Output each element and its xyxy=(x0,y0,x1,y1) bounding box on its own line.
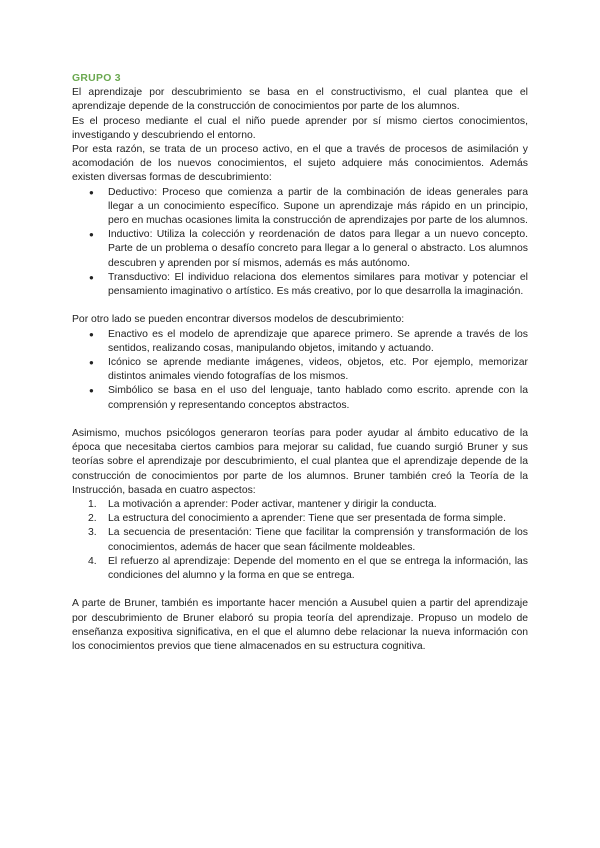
intro-paragraph-1: El aprendizaje por descubrimiento se basa en el constructivismo, el cual plantea que el aprendizaje depende de la construcción de conocimientos por parte de los alumnos. xyxy=(72,87,528,113)
list-item: ● Icónico se aprende mediante imágenes, videos, objetos, etc. Por ejemplo, memorizar distintos animales viendo fotografías de los mismos. xyxy=(89,357,528,383)
list-number: 1. xyxy=(88,499,97,511)
list-item: ● Enactivo es el modelo de aprendizaje que aparece primero. Se aprende a través de los sentidos, realizando cosas, manipulando objetos, imitando y actuando. xyxy=(89,328,528,354)
document-page xyxy=(72,72,528,654)
spacer xyxy=(72,583,528,597)
list-item: 4. El refuerzo al aprendizaje: Depende del momento en el que se entrega la información, las condiciones del alumno y la forma en que se entrega. xyxy=(88,555,528,582)
intro-paragraph-2: Es el proceso mediante el cual el niño puede aprender por sí mismo ciertos conocimientos, investigando y descubriendo el entorno. xyxy=(72,115,528,141)
spacer xyxy=(72,299,528,313)
list-item: 3. La secuencia de presentación: Tiene que facilitar la comprensión y transformación de los conocimientos, además de hacer que sean fácilmente moldeables. xyxy=(88,527,528,553)
bullet-icon: ● xyxy=(89,187,94,197)
discovery-forms-list xyxy=(72,186,528,300)
bullet-icon: ● xyxy=(89,386,94,396)
list-item: 1. La motivación a aprender: Poder activar, mantener y dirigir la conducta. xyxy=(72,498,528,512)
section-heading: GRUPO 3 xyxy=(72,73,121,84)
list-item: ● Simbólico se basa en el uso del lenguaje, tanto hablado como escrito. aprende con la comprensión y representando conceptos abstractos. xyxy=(89,385,528,411)
list-item: ● Inductivo: Utiliza la colección y reordenación de datos para llegar a un nuevo concepto. Parte de un problema o desafío concreto para llegar a lo general o abstracto. Los alumnos descubren y aprenden por sí mismos, además es más autónomo. xyxy=(89,229,528,269)
bruner-paragraph: Asimismo, muchos psicólogos generaron teorías para poder ayudar al ámbito educativo de la época que necesitaba ciertos cambios para mejorar su calidad, fue cuando surgió Bruner y sus teorías sobre el aprendizaje por descubrimiento, el cual plantea que el aprendizaje depende de la construcción de conocimientos por parte de los alumnos. Bruner también creó la Teoría de la Instrucción, basada en cuatro aspectos: xyxy=(72,428,528,496)
spacer xyxy=(72,413,528,427)
list-number: 3. xyxy=(88,527,97,539)
list-number: 2. xyxy=(88,513,97,525)
discovery-models-list xyxy=(72,328,528,413)
bullet-icon: ● xyxy=(89,230,94,240)
list-number: 4. xyxy=(88,555,97,567)
instruction-aspects-list xyxy=(72,498,528,583)
list-item: 2. La estructura del conocimiento a aprender: Tiene que ser presentada de forma simple. xyxy=(72,512,528,526)
models-intro-paragraph: Por otro lado se pueden encontrar diversos modelos de descubrimiento: xyxy=(72,314,405,326)
bullet-icon: ● xyxy=(89,358,94,368)
list-item: ● Deductivo: Proceso que comienza a partir de la combinación de ideas generales para llegar a un conocimiento específico. Supone un aprendizaje más rápido en un principio, pero en muchas ocasiones limita la construcción de aprendizajes por parte de los alumnos. xyxy=(89,186,528,227)
list-item: ● Transductivo: El individuo relaciona dos elementos similares para motivar y potenciar el pensamiento imaginativo o artístico. Es más creativo, por lo que desarrolla la imaginación. xyxy=(89,271,528,298)
bullet-icon: ● xyxy=(89,272,94,282)
bullet-icon: ● xyxy=(89,329,94,339)
intro-paragraph-3: Por esta razón, se trata de un proceso activo, en el que a través de procesos de asimilación y acomodación de los nuevos conocimientos, el sujeto adquiere más conocimientos. Además existen diversas formas de descubrimiento: xyxy=(72,144,528,184)
ausubel-paragraph: A parte de Bruner, también es importante hacer mención a Ausubel quien a partir del aprendizaje por descubrimiento de Bruner elaboró su propia teoría del aprendizaje. Propuso un modelo de enseñanza expositiva significativa, en el que el alumno debe relacionar la nueva información con los conocimientos previos que tiene almacenados en su estructura cognitiva. xyxy=(72,598,528,653)
